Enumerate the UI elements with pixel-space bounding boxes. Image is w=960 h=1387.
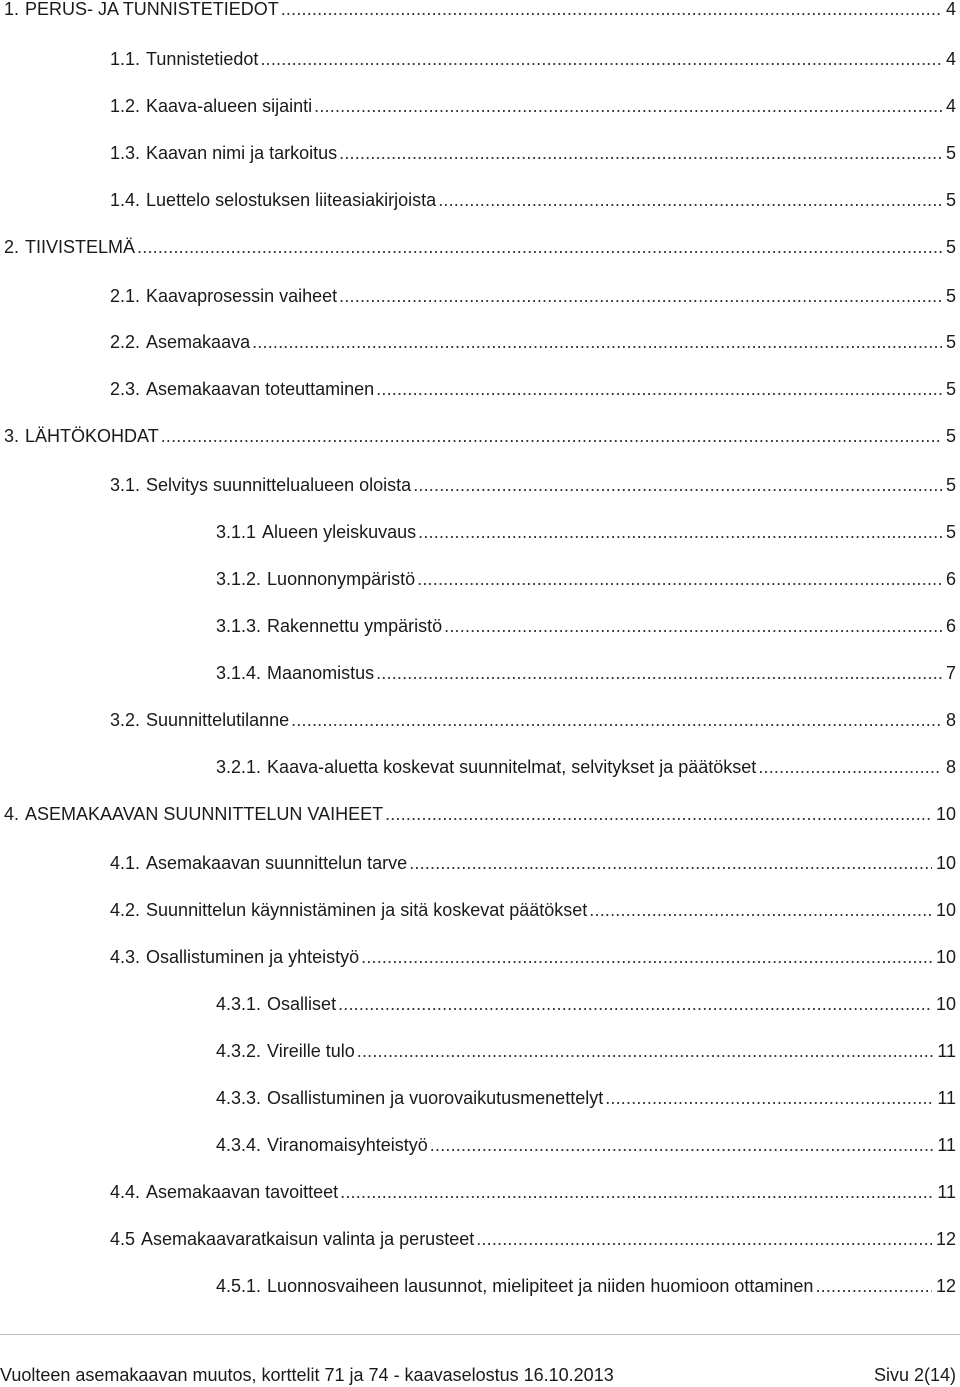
- toc-title: Alueen yleiskuvaus: [262, 522, 417, 542]
- dot-leader: [338, 993, 932, 1015]
- toc-page-number: 5: [945, 332, 956, 352]
- toc-entry[interactable]: [216, 611, 956, 637]
- toc-entry[interactable]: [216, 1036, 956, 1062]
- toc-page-number: 8: [945, 757, 956, 777]
- toc-title: LÄHTÖKOHDAT: [25, 426, 159, 446]
- toc-entry[interactable]: [4, 799, 956, 825]
- toc-entry[interactable]: [110, 138, 956, 164]
- toc-page-number: 6: [945, 569, 956, 589]
- toc-entry[interactable]: [4, 232, 956, 258]
- toc-title: Osallistuminen ja vuorovaikutusmenettelyt: [267, 1088, 604, 1108]
- toc-entry[interactable]: [110, 281, 956, 307]
- toc-title: Maanomistus: [267, 663, 375, 683]
- dot-leader: [357, 1040, 934, 1062]
- dot-leader: [339, 142, 942, 164]
- toc-number: 3.2.: [110, 710, 141, 730]
- dot-leader: [260, 48, 942, 70]
- toc-page-number: 11: [937, 1182, 956, 1202]
- dot-leader: [252, 331, 942, 353]
- dot-leader: [339, 285, 942, 307]
- toc-title: Rakennettu ympäristö: [267, 616, 443, 636]
- dot-leader: [409, 852, 932, 874]
- toc-entry[interactable]: [110, 185, 956, 211]
- toc-title: Suunnittelutilanne: [146, 710, 290, 730]
- toc-title: Osalliset: [267, 994, 337, 1014]
- dot-leader: [385, 803, 932, 825]
- toc-entry[interactable]: [110, 1224, 956, 1250]
- toc-number: 3.2.1.: [216, 757, 262, 777]
- toc-entry[interactable]: [110, 895, 956, 921]
- toc-number: 4.4.: [110, 1182, 141, 1202]
- toc-page-number: 11: [937, 1041, 956, 1061]
- toc-page-number: 4: [945, 49, 956, 69]
- toc-entry[interactable]: [216, 989, 956, 1015]
- toc-page-number: 5: [945, 522, 956, 542]
- toc-page-number: 5: [945, 426, 956, 446]
- toc-page-number: 11: [937, 1088, 956, 1108]
- footer-page-number: Sivu 2(14): [873, 1364, 956, 1385]
- toc-title: PERUS- JA TUNNISTETIEDOT: [25, 0, 279, 19]
- dot-leader: [376, 378, 942, 400]
- toc-title: Kaava-aluetta koskevat suunnitelmat, selvitykset ja päätökset: [267, 757, 757, 777]
- toc-entry[interactable]: [110, 44, 956, 70]
- toc-entry[interactable]: [216, 517, 956, 543]
- toc-number: 4.3.4.: [216, 1135, 262, 1155]
- toc-page-number: 5: [945, 475, 956, 495]
- toc-entry[interactable]: [110, 374, 956, 400]
- dot-leader: [758, 756, 942, 778]
- toc-entry[interactable]: [110, 705, 956, 731]
- toc-page-number: 12: [935, 1229, 956, 1249]
- toc-title: Osallistuminen ja yhteistyö: [146, 947, 360, 967]
- toc-page-number: 6: [945, 616, 956, 636]
- dot-leader: [291, 709, 942, 731]
- toc-number: 1.4.: [110, 190, 141, 210]
- toc-number: 4.3.2.: [216, 1041, 262, 1061]
- toc-number: 4.5: [110, 1229, 136, 1249]
- dot-leader: [417, 568, 942, 590]
- toc-entry[interactable]: [110, 1177, 956, 1203]
- toc-title: Luonnosvaiheen lausunnot, mielipiteet ja niiden huomioon ottaminen: [267, 1276, 814, 1296]
- toc-entry[interactable]: [110, 91, 956, 117]
- toc-title: Kaavaprosessin vaiheet: [146, 286, 338, 306]
- toc-page-number: 4: [945, 0, 956, 19]
- toc-title: ASEMAKAAVAN SUUNNITTELUN VAIHEET: [25, 804, 384, 824]
- dot-leader: [413, 474, 942, 496]
- toc-number: 2.2.: [110, 332, 141, 352]
- dot-leader: [161, 425, 942, 447]
- toc-page-number: 5: [945, 190, 956, 210]
- toc-number: 1.: [4, 0, 20, 19]
- toc-number: 4.2.: [110, 900, 141, 920]
- toc-page-number: 4: [945, 96, 956, 116]
- dot-leader: [476, 1228, 932, 1250]
- toc-entry[interactable]: [110, 942, 956, 968]
- dot-leader: [444, 615, 942, 637]
- toc-number: 3.1.3.: [216, 616, 262, 636]
- toc-number: 3.: [4, 426, 20, 446]
- toc-number: 2.: [4, 237, 20, 257]
- toc-entry[interactable]: [4, 421, 956, 447]
- toc-number: 1.3.: [110, 143, 141, 163]
- toc-title: Asemakaava: [146, 332, 251, 352]
- toc-number: 3.1.: [110, 475, 141, 495]
- toc-title: Suunnittelun käynnistäminen ja sitä koskevat päätökset: [146, 900, 588, 920]
- dot-leader: [430, 1134, 934, 1156]
- toc-title: Selvitys suunnittelualueen oloista: [146, 475, 412, 495]
- page-footer: [0, 1363, 956, 1387]
- toc-entry[interactable]: [216, 1130, 956, 1156]
- dot-leader: [376, 662, 942, 684]
- toc-number: 2.1.: [110, 286, 141, 306]
- toc-number: 3.1.4.: [216, 663, 262, 683]
- toc-number: 4.: [4, 804, 20, 824]
- toc-title: Asemakaavaratkaisun valinta ja perusteet: [141, 1229, 475, 1249]
- toc-number: 4.3.: [110, 947, 141, 967]
- toc-entry[interactable]: [110, 848, 956, 874]
- toc-title: Asemakaavan suunnittelun tarve: [146, 853, 408, 873]
- dot-leader: [361, 946, 932, 968]
- toc-page-number: 5: [945, 237, 956, 257]
- toc-title: Viranomaisyhteistyö: [267, 1135, 428, 1155]
- toc-number: 1.1.: [110, 49, 141, 69]
- toc-number: 4.3.1.: [216, 994, 262, 1014]
- toc-number: 1.2.: [110, 96, 141, 116]
- toc-title: Vireille tulo: [267, 1041, 355, 1061]
- toc-entry[interactable]: [216, 658, 956, 684]
- toc-number: 4.5.1.: [216, 1276, 262, 1296]
- dot-leader: [137, 236, 942, 258]
- toc-entry[interactable]: [4, 0, 956, 20]
- dot-leader: [340, 1181, 933, 1203]
- toc-page-number: 10: [935, 994, 956, 1014]
- dot-leader: [418, 521, 942, 543]
- toc-page-number: 5: [945, 143, 956, 163]
- toc-title: Asemakaavan tavoitteet: [146, 1182, 339, 1202]
- toc-entry[interactable]: [216, 1083, 956, 1109]
- toc-number: 3.1.1: [216, 522, 257, 542]
- toc-entry[interactable]: [216, 564, 956, 590]
- toc-page-number: 10: [935, 947, 956, 967]
- toc-title: Luonnonympäristö: [267, 569, 416, 589]
- toc-entry[interactable]: [216, 752, 956, 778]
- toc-number: 3.1.2.: [216, 569, 262, 589]
- toc-page-number: 8: [945, 710, 956, 730]
- toc-title: Tunnistetiedot: [146, 49, 259, 69]
- footer-divider: [0, 1334, 960, 1335]
- dot-leader: [281, 0, 942, 20]
- toc-page-number: 10: [935, 804, 956, 824]
- toc-title: Asemakaavan toteuttaminen: [146, 379, 375, 399]
- toc-title: Kaavan nimi ja tarkoitus: [146, 143, 338, 163]
- toc-entry[interactable]: [216, 1271, 956, 1297]
- dot-leader: [589, 899, 932, 921]
- toc-page-number: 5: [945, 286, 956, 306]
- toc-page-number: 10: [935, 900, 956, 920]
- toc-title: Luettelo selostuksen liiteasiakirjoista: [146, 190, 437, 210]
- toc-entry[interactable]: [110, 327, 956, 353]
- toc-number: 2.3.: [110, 379, 141, 399]
- footer-document-title: Vuolteen asemakaavan muutos, korttelit 71 ja 74 - kaavaselostus 16.10.2013: [0, 1364, 614, 1385]
- toc-number: 4.3.3.: [216, 1088, 262, 1108]
- toc-page-number: 5: [945, 379, 956, 399]
- toc-title: Kaava-alueen sijainti: [146, 96, 313, 116]
- toc-title: TIIVISTELMÄ: [25, 237, 136, 257]
- dot-leader: [605, 1087, 933, 1109]
- dot-leader: [438, 189, 942, 211]
- toc-page-number: 11: [937, 1135, 956, 1155]
- toc-page-number: 10: [935, 853, 956, 873]
- toc-page-number: 7: [945, 663, 956, 683]
- dot-leader: [314, 95, 942, 117]
- toc-page-number: 12: [935, 1276, 956, 1296]
- toc-entry[interactable]: [110, 470, 956, 496]
- toc-number: 4.1.: [110, 853, 141, 873]
- dot-leader: [815, 1275, 932, 1297]
